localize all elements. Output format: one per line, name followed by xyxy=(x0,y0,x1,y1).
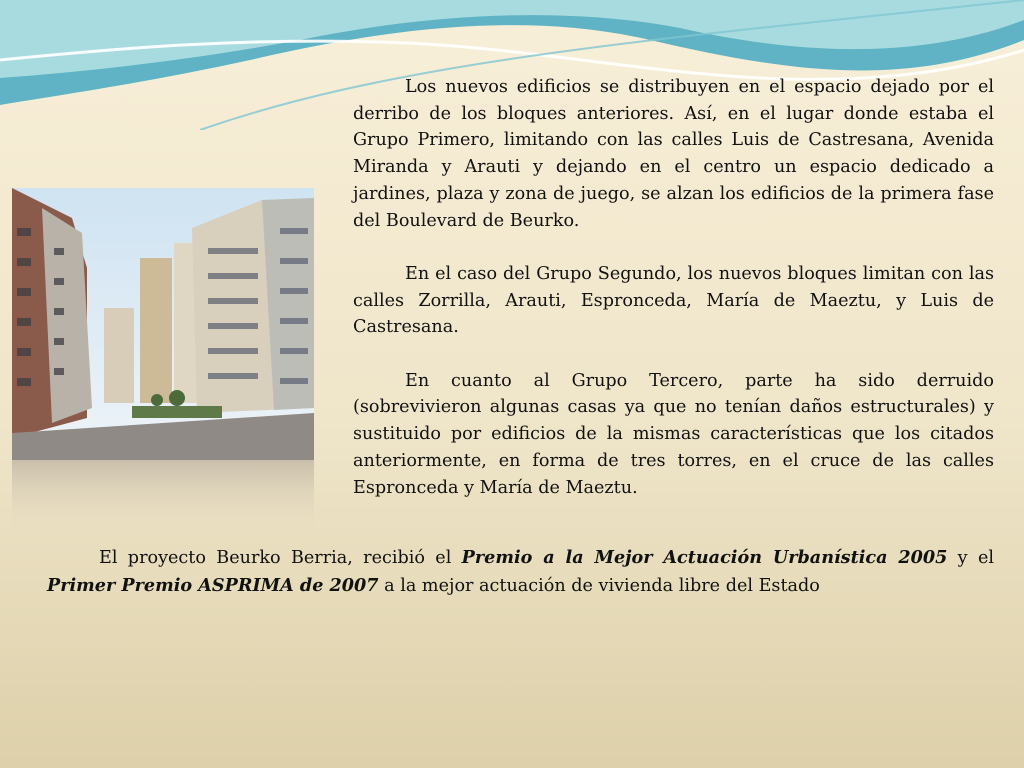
photo-reflection xyxy=(12,460,314,540)
award-text-2: y el xyxy=(947,548,994,568)
paragraph-grupo-segundo: En el caso del Grupo Segundo, los nuevos bloques limitan con las calles Zorrilla, Arauti, Espronceda, María de Maeztu, y Luis de Castresana. xyxy=(353,263,994,338)
award-paragraph xyxy=(47,544,994,600)
building-photo xyxy=(12,188,314,460)
award-name-1: Premio a la Mejor Actuación Urbanística 2005 xyxy=(461,547,948,568)
award-name-2: Primer Premio ASPRIMA de 2007 xyxy=(47,575,379,596)
paragraph-grupo-primero: Los nuevos edificios se distribuyen en el espacio dejado por el derribo de los bloques anteriores. Así, en el lugar donde estaba el Grupo Primero, limitando con las calles Luis de Castresana, Avenida Miranda y Arauti y dejando en el centro un espacio dedicado a jardines, plaza y zona de juego, se alzan los edificios de la primera fase del Boulevard de Beurko. xyxy=(353,77,994,231)
main-text xyxy=(353,74,994,528)
award-text-1: El proyecto Beurko Berria, recibió el xyxy=(99,548,462,568)
paragraph-grupo-tercero: En cuanto al Grupo Tercero, parte ha sido derruido (sobrevivieron algunas casas ya que no tenían daños estructurales) y sustituido por edificios de la mismas características que los citados anteriormente, en forma de tres torres, en el cruce de las calles Espronceda y María de Maeztu. xyxy=(353,370,994,498)
award-text-3: a la mejor actuación de vivienda libre del Estado xyxy=(378,576,820,596)
photo-container xyxy=(12,188,314,540)
